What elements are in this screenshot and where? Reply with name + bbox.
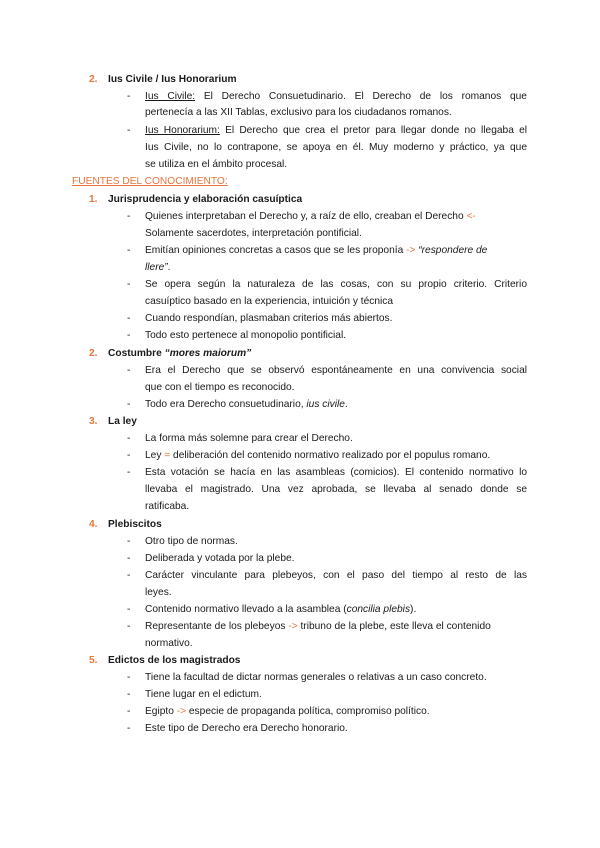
section-title: FUENTES DEL CONOCIMIENTO:: [72, 176, 228, 187]
bullet-text-continued: pertenecía a las XII Tablas, exclusivo para los ciudadanos romanos.: [145, 107, 452, 118]
bullet-text: [145, 244, 487, 258]
bullet-text-continued: Ius Civile, no lo contrapone, se apoya en él. Muy moderno y práctico, ya que: [145, 142, 527, 153]
text-part: concilia plebis: [346, 604, 411, 615]
bullet-text-continued: ratificaba.: [145, 501, 190, 512]
equals-sign: =: [164, 450, 171, 461]
arrow-right-icon: ->: [288, 621, 298, 632]
term-text: El Derecho que crea el pretor para llegar donde no llegaba el: [219, 125, 527, 136]
text-part: Todo era Derecho consuetudinario,: [145, 399, 307, 410]
text-part: especie de propaganda política, compromiso político.: [186, 706, 430, 717]
bullet-dash: -: [127, 313, 131, 324]
heading-part: “mores maiorum”: [164, 348, 252, 359]
arrow-left-icon: <-: [466, 211, 476, 222]
bullet-dash: -: [127, 450, 131, 461]
bullet-text-continued: casuíptico basado en la experiencia, intuición y técnica: [145, 296, 394, 307]
bullet-text: Tiene la facultad de dictar normas generales o relativas a un caso concreto.: [145, 672, 487, 683]
quote-part: llere”: [145, 262, 168, 273]
text-part: Egipto: [145, 706, 177, 717]
bullet-text: Se opera según la naturaleza de las cosas, con su propio criterio. Criterio: [145, 279, 527, 290]
bullet-dash: -: [127, 706, 131, 717]
text-part: Quienes interpretaban el Derecho y, a raíz de ello, creaban el Derecho: [145, 211, 467, 222]
bullet-dash: -: [127, 467, 131, 478]
section-heading: [108, 73, 237, 87]
bullet-dash: -: [127, 125, 131, 136]
bullet-dash: -: [127, 536, 131, 547]
bullet-text: Era el Derecho que se observó espontáneamente en una convivencia social: [145, 365, 527, 376]
bullet-text: [145, 705, 430, 719]
section-heading: [108, 347, 251, 361]
text-part: ).: [410, 604, 417, 615]
bullet-text: Deliberada y votada por la plebe.: [145, 553, 295, 564]
section-heading: Edictos de los magistrados: [108, 655, 241, 666]
quote-part: “respondere de: [415, 245, 488, 256]
bullet-dash: -: [127, 689, 131, 700]
text-part: Contenido normativo llevado a la asamblea (: [145, 604, 347, 615]
text-part: deliberación del contenido normativo realizado por el populus romano.: [170, 450, 491, 461]
bullet-text: Carácter vinculante para plebeyos, con el paso del tiempo al resto de las: [145, 570, 527, 581]
section-number: 3.: [89, 416, 98, 427]
text-part: tribuno de la plebe, este lleva el contenido: [297, 621, 491, 632]
bullet-text: [145, 90, 527, 104]
bullet-dash: -: [127, 621, 131, 632]
bullet-dash: -: [127, 604, 131, 615]
bullet-text: Este tipo de Derecho era Derecho honorario.: [145, 723, 348, 734]
term-text: El Derecho Consuetudinario. El Derecho de los romanos que: [195, 91, 527, 102]
heading-part: Ius Civile: [108, 74, 156, 85]
bullet-text-continued: llevaba el magistrado. Una vez aprobada, se llevaba al senado donde se: [145, 484, 527, 495]
section-number: 5.: [89, 655, 98, 666]
bullet-text: Todo esto pertenece al monopolio pontificial.: [145, 330, 347, 341]
bullet-dash: -: [127, 245, 131, 256]
section-number: 4.: [89, 519, 98, 530]
bullet-dash: -: [127, 672, 131, 683]
bullet-dash: -: [127, 723, 131, 734]
bullet-text: [145, 398, 348, 412]
bullet-text-continued: leyes.: [145, 587, 172, 598]
term-label: Ius Civile:: [145, 91, 196, 102]
bullet-text: [145, 210, 476, 224]
bullet-dash: -: [127, 570, 131, 581]
bullet-text-continued: normativo.: [145, 638, 193, 649]
arrow-right-icon: ->: [176, 706, 187, 717]
arrow-right-icon: ->: [406, 245, 416, 256]
bullet-text-continued: Solamente sacerdotes, interpretación pontificial.: [145, 228, 362, 239]
text-part: Emitían opiniones concretas a casos que se les proponía: [145, 245, 407, 256]
bullet-dash: -: [127, 91, 131, 102]
heading-part: Ius Honorarium: [158, 74, 237, 85]
bullet-dash: -: [127, 365, 131, 376]
section-heading: La ley: [108, 416, 137, 427]
bullet-text: [145, 620, 491, 634]
section-heading: Jurisprudencia y elaboración casuíptica: [108, 194, 303, 205]
bullet-dash: -: [127, 279, 131, 290]
bullet-text: Cuando respondían, plasmaban criterios más abiertos.: [145, 313, 393, 324]
bullet-text-continued: que con el tiempo es reconocido.: [145, 382, 295, 393]
term-label: Ius Honorarium:: [145, 125, 220, 136]
bullet-dash: -: [127, 433, 131, 444]
section-number: 2.: [89, 74, 98, 85]
bullet-text: [145, 449, 490, 463]
bullet-text: La forma más solemne para crear el Derecho.: [145, 433, 353, 444]
bullet-text: [145, 124, 527, 138]
bullet-dash: -: [127, 211, 131, 222]
bullet-dash: -: [127, 553, 131, 564]
bullet-text: Esta votación se hacía en las asambleas (comicios). El contenido normativo lo: [145, 467, 527, 478]
bullet-text: Otro tipo de normas.: [145, 536, 238, 547]
bullet-text-continued: [145, 261, 171, 275]
section-heading: Plebiscitos: [108, 519, 162, 530]
heading-part: Costumbre: [108, 348, 165, 359]
text-part: Ley: [145, 450, 165, 461]
bullet-text-continued: se utiliza en el ámbito procesal.: [145, 159, 288, 170]
bullet-dash: -: [127, 330, 131, 341]
text-part: .: [344, 399, 348, 410]
bullet-text: Tiene lugar en el edictum.: [145, 689, 262, 700]
text-part: .: [167, 262, 171, 273]
bullet-dash: -: [127, 399, 131, 410]
section-number: 1.: [89, 194, 98, 205]
section-number: 2.: [89, 348, 98, 359]
bullet-text: [145, 603, 416, 617]
text-part: ius civile: [306, 399, 345, 410]
heading-separator: /: [155, 74, 159, 85]
text-part: Representante de los plebeyos: [145, 621, 289, 632]
